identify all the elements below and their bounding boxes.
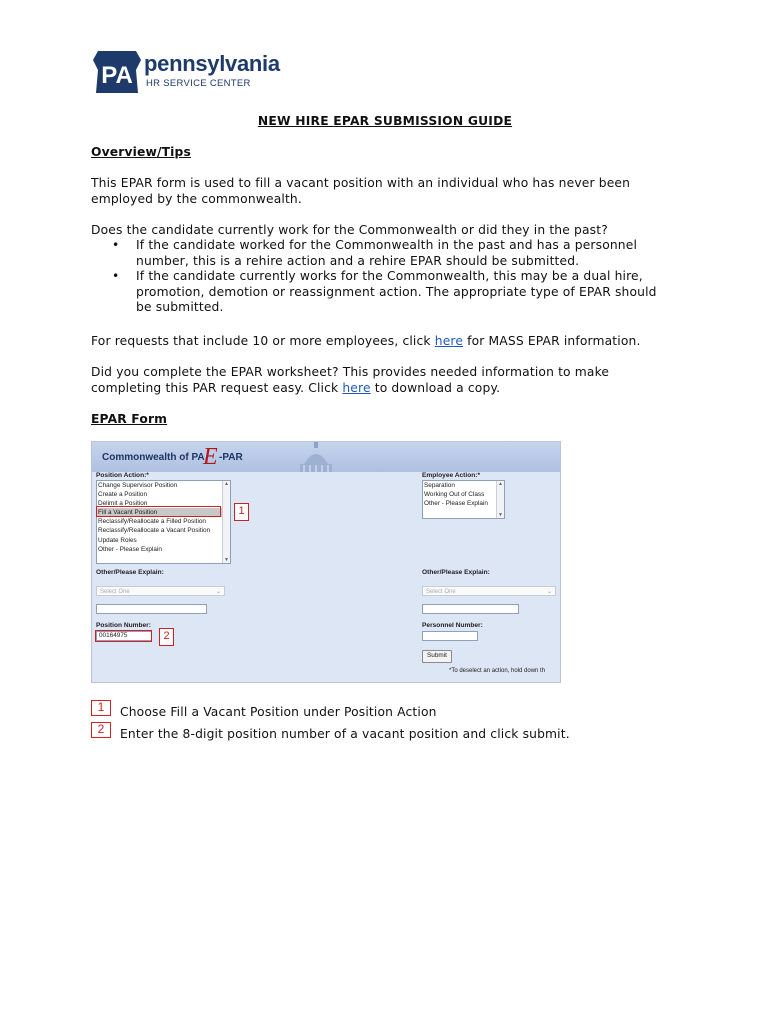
intro-paragraph-line-2: employed by the commonwealth. — [91, 192, 302, 206]
highlight-fill-vacant-position — [96, 506, 221, 517]
legend-text-1: Choose Fill a Vacant Position under Position Action — [120, 705, 437, 719]
mass-epar-text-before: For requests that include 10 or more employees, click — [91, 334, 435, 348]
other-explain-select-right[interactable] — [422, 586, 556, 596]
mass-epar-text-after: for MASS EPAR information. — [463, 334, 641, 348]
other-explain-input-right[interactable] — [422, 604, 519, 614]
page-title: NEW HIRE EPAR SUBMISSION GUIDE — [257, 114, 513, 128]
position-action-option[interactable]: Other - Please Explain — [98, 545, 162, 553]
position-number-label: Position Number: — [96, 622, 151, 629]
mass-epar-paragraph — [91, 334, 641, 350]
capitol-dome-icon — [294, 442, 338, 472]
bullet-icon: • — [112, 269, 120, 284]
bullet-2-line-3: be submitted. — [136, 300, 224, 315]
worksheet-paragraph-line-1: Did you complete the EPAR worksheet? This provides needed information to make — [91, 365, 610, 379]
banner-par-text: -PAR — [219, 452, 243, 463]
overview-heading: Overview/Tips — [91, 145, 191, 159]
scroll-up-icon[interactable]: ▲ — [224, 481, 229, 487]
scroll-down-icon[interactable]: ▼ — [224, 557, 229, 563]
candidate-bullet-list — [91, 238, 691, 316]
bullet-icon: • — [112, 238, 120, 252]
bullet-1-line-2: number, this is a rehire action and a rehire EPAR should be submitted. — [136, 253, 580, 268]
callout-1: 1 — [234, 503, 249, 521]
personnel-number-input[interactable] — [422, 631, 478, 641]
other-explain-input-left[interactable] — [96, 604, 207, 614]
other-explain-label-right: Other/Please Explain: — [422, 569, 490, 576]
epar-form-heading: EPAR Form — [91, 412, 168, 426]
select-left-value: Select One — [100, 589, 130, 595]
position-action-option[interactable]: Create a Position — [98, 491, 148, 499]
logo-name: pennsylvania — [144, 51, 280, 76]
chevron-down-icon: ⌄ — [215, 589, 221, 595]
position-action-scrollbar[interactable] — [222, 481, 230, 563]
submit-button[interactable]: Submit — [422, 650, 452, 663]
worksheet-text-before: completing this PAR request easy. Click — [91, 381, 343, 395]
position-action-option[interactable]: Change Supervisor Position — [98, 482, 178, 489]
list-item — [91, 238, 691, 269]
bullet-2-line-1: If the candidate currently works for the Commonwealth, this may be a dual hire, — [136, 269, 643, 284]
legend-text-2: Enter the 8-digit position number of a vacant position and click submit. — [120, 727, 570, 741]
mass-epar-here-link[interactable]: here — [434, 334, 464, 348]
banner-title: Commonwealth of PA — [102, 452, 205, 463]
keystone-logo-icon — [92, 47, 142, 97]
legend-number-2: 2 — [91, 722, 111, 738]
worksheet-text-after: to download a copy. — [370, 381, 501, 395]
bullet-1-line-1: If the candidate worked for the Commonwealth in the past and has a personnel — [136, 238, 638, 252]
position-action-option[interactable]: Reclassify/Reallocate a Vacant Position — [98, 527, 211, 535]
position-number-input[interactable]: 00164975 — [96, 631, 152, 641]
chevron-down-icon: ⌄ — [546, 589, 552, 595]
intro-paragraph-line-1: This EPAR form is used to fill a vacant position with an individual who has never been — [91, 176, 631, 190]
pa-hr-service-center-logo — [92, 47, 292, 97]
scroll-up-icon[interactable]: ▲ — [498, 481, 503, 487]
epar-banner — [92, 442, 560, 472]
epar-form-screenshot — [91, 441, 561, 683]
employee-action-label: Employee Action:* — [422, 472, 481, 479]
position-action-option[interactable]: Delimit a Position — [98, 500, 148, 508]
logo-subtitle: HR SERVICE CENTER — [146, 78, 251, 89]
logo-mark-text: PA — [101, 62, 133, 89]
callout-2: 2 — [159, 628, 174, 646]
position-action-label: Position Action:* — [96, 472, 149, 479]
employee-action-option[interactable]: Working Out of Class — [424, 491, 485, 499]
legend-number-1: 1 — [91, 700, 111, 716]
worksheet-paragraph-line-2 — [91, 381, 500, 397]
select-right-value: Select One — [426, 589, 456, 595]
position-action-option[interactable]: Update Roles — [98, 536, 137, 544]
worksheet-download-here-link[interactable]: here — [342, 381, 371, 395]
employee-action-option[interactable]: Separation — [424, 482, 455, 489]
other-explain-select-left[interactable] — [96, 586, 225, 596]
deselect-note: *To deselect an action, hold down th — [449, 668, 546, 674]
highlight-position-number — [95, 630, 152, 642]
employee-action-listbox[interactable] — [422, 480, 505, 519]
banner-e-letter: E — [203, 444, 218, 470]
position-action-option[interactable]: Reclassify/Reallocate a Filled Position — [98, 518, 206, 526]
scroll-down-icon[interactable]: ▼ — [498, 512, 503, 518]
bullet-2-line-2: promotion, demotion or reassignment action. The appropriate type of EPAR should — [136, 284, 657, 299]
candidate-question: Does the candidate currently work for the Commonwealth or did they in the past? — [91, 223, 608, 237]
position-action-listbox[interactable] — [96, 480, 231, 564]
employee-action-scrollbar[interactable] — [496, 481, 504, 518]
employee-action-option[interactable]: Other - Please Explain — [424, 500, 488, 508]
list-item — [91, 269, 691, 316]
other-explain-label-left: Other/Please Explain: — [96, 569, 164, 576]
position-action-option-selected[interactable]: Fill a Vacant Position — [97, 508, 230, 517]
personnel-number-label: Personnel Number: — [422, 622, 483, 629]
